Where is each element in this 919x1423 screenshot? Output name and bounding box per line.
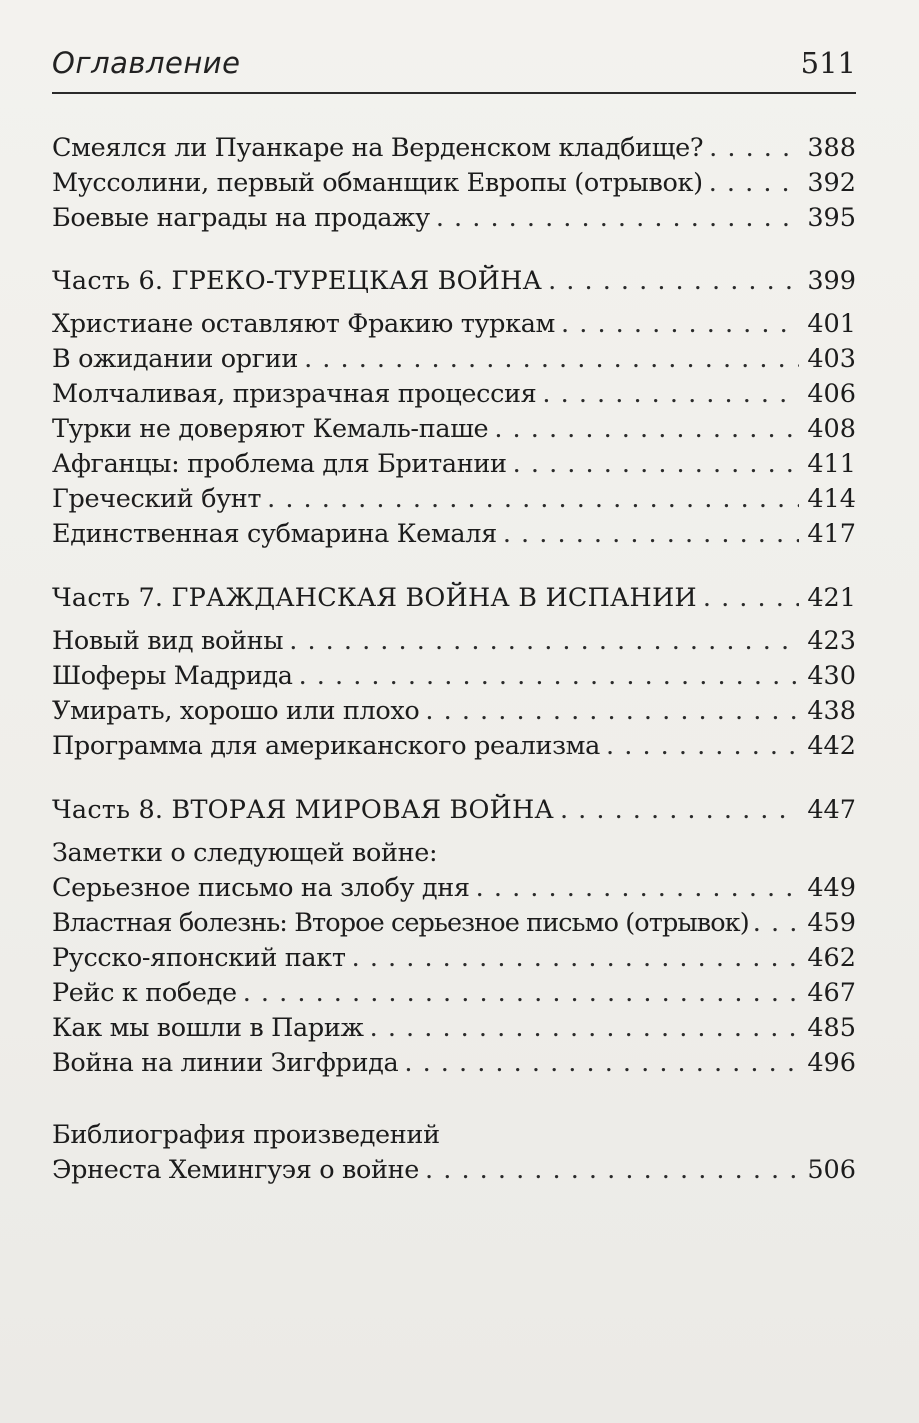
toc-entry[interactable]	[52, 1046, 856, 1080]
toc-entry-title: Греческий бунт	[52, 484, 262, 514]
toc-subheading-title: Заметки о следующей войне:	[52, 838, 438, 868]
toc-entry-page: 417	[807, 519, 856, 549]
toc-subheading-title: Библиография произведений	[52, 1120, 440, 1150]
toc-entry-page: 406	[807, 379, 856, 409]
toc-entry-page: 442	[807, 731, 856, 761]
dot-leader	[425, 694, 799, 728]
toc-entry-page: 388	[807, 133, 856, 163]
toc-entry[interactable]	[52, 517, 856, 551]
dot-leader	[289, 624, 799, 658]
toc-entry-page: 438	[807, 696, 856, 726]
toc-entry-page: 395	[807, 203, 856, 233]
toc-entry-title: Смеялся ли Пуанкаре на Верденском кладбище?	[52, 133, 704, 163]
toc-entry[interactable]	[52, 941, 856, 975]
page-number: 511	[800, 46, 856, 80]
dot-leader	[753, 906, 802, 940]
dot-leader	[709, 131, 799, 165]
toc-entry-title: Единственная субмарина Кемаля	[52, 519, 497, 549]
dot-leader	[304, 342, 799, 376]
toc-entry-title: Война на линии Зигфрида	[52, 1048, 399, 1078]
toc-entry-page: 459	[807, 908, 856, 938]
dot-leader	[299, 659, 800, 693]
toc-entry-title: В ожидании оргии	[52, 344, 299, 374]
toc-entry-title: Шоферы Мадрида	[52, 661, 293, 691]
toc-entry-page: 447	[807, 795, 856, 825]
toc-entry-title: Русско-японский пакт	[52, 943, 346, 973]
toc-entry[interactable]	[52, 976, 856, 1010]
toc-entry-title: Муссолини, первый обманщик Европы (отрывок)	[52, 168, 703, 198]
dot-leader	[606, 729, 799, 763]
toc-part-title: Часть 7. ГРАЖДАНСКАЯ ВОЙНА В ИСПАНИИ	[52, 583, 697, 613]
dot-leader	[709, 166, 800, 200]
toc-part-heading[interactable]	[52, 581, 856, 615]
dot-leader	[404, 1046, 799, 1080]
dot-leader	[476, 871, 800, 905]
toc-entry-page: 462	[807, 943, 856, 973]
dot-leader	[436, 201, 800, 235]
dot-leader	[548, 264, 799, 298]
dot-leader	[560, 793, 799, 827]
toc-entry-page: 408	[807, 414, 856, 444]
toc-entry-title: Эрнеста Хемингуэя о войне	[52, 1155, 420, 1185]
toc-entry-title: Как мы вошли в Париж	[52, 1013, 364, 1043]
toc-entry-page: 421	[807, 583, 856, 613]
toc-entry[interactable]	[52, 871, 856, 905]
dot-leader	[352, 941, 800, 975]
toc-entry-page: 401	[807, 309, 856, 339]
toc-entry[interactable]	[52, 342, 856, 376]
dot-leader	[561, 307, 799, 341]
toc-entry[interactable]	[52, 377, 856, 411]
toc-entry[interactable]	[52, 624, 856, 658]
toc-entry-title: Христиане оставляют Фракию туркам	[52, 309, 556, 339]
toc-entry-title: Боевые награды на продажу	[52, 203, 430, 233]
toc-entry-title: Турки не доверяют Кемаль-паше	[52, 414, 489, 444]
toc-entry-page: 496	[807, 1048, 856, 1078]
toc-entry[interactable]	[52, 906, 856, 940]
toc-part-title: Часть 6. ГРЕКО-ТУРЕЦКАЯ ВОЙНА	[52, 266, 543, 296]
toc-entry-page: 399	[807, 266, 856, 296]
toc-entry[interactable]	[52, 201, 856, 235]
toc-part-title: Часть 8. ВТОРАЯ МИРОВАЯ ВОЙНА	[52, 795, 554, 825]
dot-leader	[425, 1153, 799, 1187]
toc-entry-page: 506	[807, 1155, 856, 1185]
toc-entry-page: 411	[807, 449, 856, 479]
dot-leader	[494, 412, 799, 446]
toc-entry[interactable]	[52, 166, 856, 200]
toc-entry-title: Рейс к победе	[52, 978, 237, 1008]
toc-entry-page: 414	[807, 484, 856, 514]
dot-leader	[703, 581, 799, 615]
dot-leader	[542, 377, 799, 411]
toc-entry-title: Властная болезнь: Второе серьезное письмо (отрывок)	[52, 908, 749, 938]
toc-entry[interactable]	[52, 1011, 856, 1045]
toc-entry-page: 423	[807, 626, 856, 656]
toc-entry[interactable]	[52, 694, 856, 728]
toc-entry-title: Афганцы: проблема для Британии	[52, 449, 507, 479]
toc-entry-page: 467	[807, 978, 856, 1008]
toc-entry[interactable]	[52, 729, 856, 763]
dot-leader	[243, 976, 800, 1010]
toc-entry-page: 430	[807, 661, 856, 691]
toc-entry[interactable]	[52, 307, 856, 341]
toc-entry-title: Умирать, хорошо или плохо	[52, 696, 420, 726]
toc-entry[interactable]	[52, 412, 856, 446]
section-title: Оглавление	[52, 46, 241, 80]
toc-entry-title: Серьезное письмо на злобу дня	[52, 873, 470, 903]
toc-part-heading[interactable]	[52, 264, 856, 298]
toc-entry-title: Программа для американского реализма	[52, 731, 601, 761]
toc-entry-title: Новый вид войны	[52, 626, 284, 656]
toc-entry[interactable]	[52, 482, 856, 516]
dot-leader	[370, 1011, 800, 1045]
dot-leader	[267, 482, 799, 516]
toc-entry-page: 449	[807, 873, 856, 903]
toc-subheading	[52, 836, 856, 870]
toc-entry-page: 392	[807, 168, 856, 198]
toc-entry-title: Молчаливая, призрачная процессия	[52, 379, 537, 409]
toc-entry[interactable]	[52, 1153, 856, 1187]
toc-entry[interactable]	[52, 447, 856, 481]
dot-leader	[503, 517, 799, 551]
toc-entry-page: 403	[807, 344, 856, 374]
toc-subheading	[52, 1118, 856, 1152]
toc-part-heading[interactable]	[52, 793, 856, 827]
toc-entry[interactable]	[52, 131, 856, 165]
toc-entry-page: 485	[807, 1013, 856, 1043]
dot-leader	[513, 447, 800, 481]
toc-entry[interactable]	[52, 659, 856, 693]
